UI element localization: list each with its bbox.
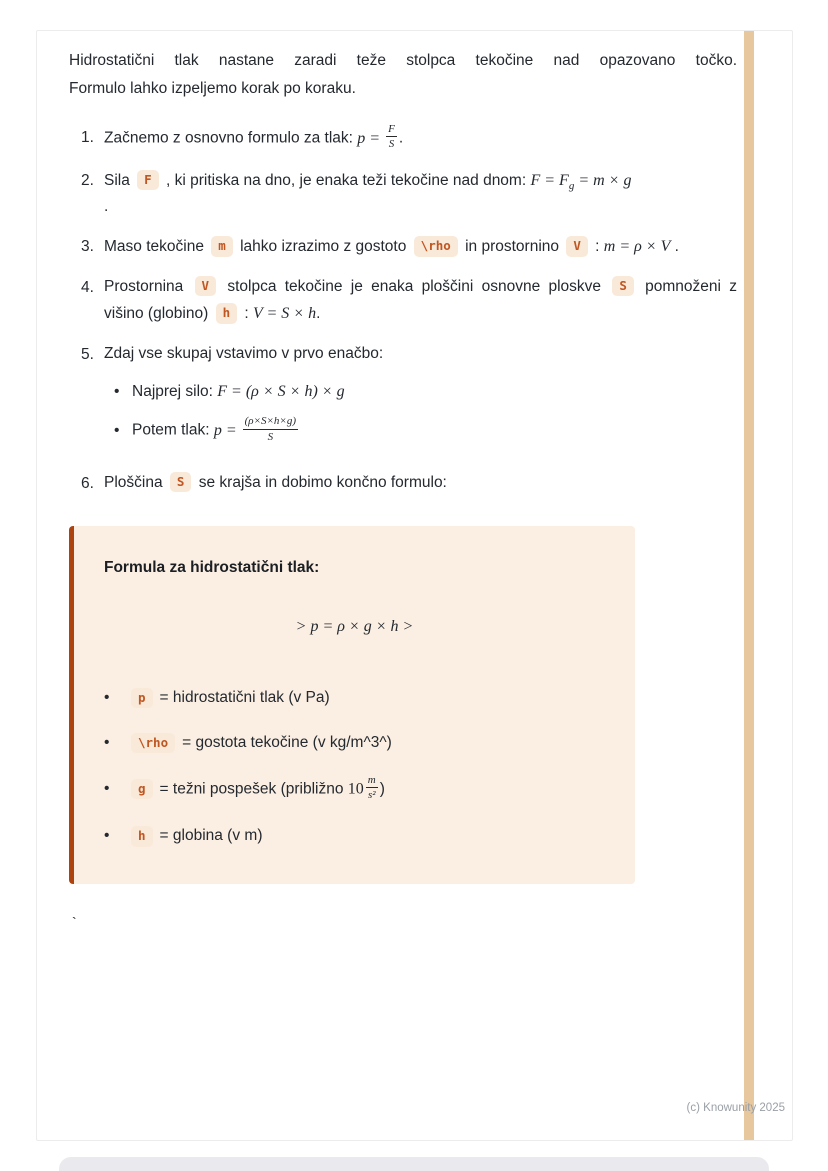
step-number: 5. xyxy=(81,345,94,363)
step-text: Zdaj vse skupaj vstavimo v prvo enačbo: xyxy=(104,344,384,362)
step-text: : xyxy=(590,238,604,256)
bullet-icon xyxy=(104,822,128,850)
step-text: Sila xyxy=(104,171,135,189)
fraction-denominator: S xyxy=(267,430,274,443)
callout-bullet-item xyxy=(104,729,605,757)
callout-item-text: = hidrostatični tlak (v Pa) xyxy=(159,688,330,706)
inline-code-badge: g xyxy=(131,779,153,799)
inline-code-badge: S xyxy=(612,276,634,296)
math-subscript: g xyxy=(568,179,575,192)
copyright-footer: (c) Knowunity 2025 xyxy=(686,1102,785,1114)
math-text: F = F xyxy=(530,171,569,189)
document-page xyxy=(36,30,793,1141)
inline-code-badge: \rho xyxy=(131,733,175,753)
step-number: 4. xyxy=(81,279,94,297)
step-text: Potem tlak: xyxy=(132,421,214,439)
step-item-2 xyxy=(81,167,737,221)
step-item-6 xyxy=(81,470,737,498)
callout-item-text: = globina (v m) xyxy=(159,827,263,845)
fraction xyxy=(386,122,397,152)
callout-title: Formula za hidrostatični tlak: xyxy=(104,558,320,576)
inline-code-badge: p xyxy=(131,688,153,708)
callout-bullet-list xyxy=(104,684,605,850)
inline-code-badge: h xyxy=(216,303,238,323)
callout-item-text xyxy=(160,775,385,805)
step-text: Najprej silo: xyxy=(132,383,218,401)
intro-line-2: Formulo lahko izpeljemo korak po koraku. xyxy=(69,79,356,97)
step-text: se krajša in dobimo končno formulo: xyxy=(194,473,447,491)
fraction xyxy=(366,773,378,803)
inline-code-badge: F xyxy=(137,170,159,190)
fraction-numerator: (ρ×S×h×g) xyxy=(243,414,298,429)
step-item-3 xyxy=(81,233,737,261)
step-body xyxy=(104,124,737,154)
inline-code-badge: V xyxy=(566,236,588,256)
callout-item-text-pre: = težni pospešek (približno xyxy=(159,780,348,798)
math-text: p = xyxy=(213,421,241,439)
step-text: , ki pritiska na dno, je enaka teži tekočine nad dnom: xyxy=(161,171,531,189)
math-inline: m = ρ × V xyxy=(603,238,671,256)
math-inline: F = (ρ × S × h) × g xyxy=(217,383,345,401)
step-text: lahko izrazimo z gostoto xyxy=(235,238,411,256)
bullet-icon xyxy=(104,775,128,803)
sub-bullet-list xyxy=(104,378,737,446)
formula-callout xyxy=(69,526,635,884)
step-number: 2. xyxy=(81,171,94,189)
step-text: : xyxy=(240,305,254,323)
formula-display: > p = ρ × g × h > xyxy=(295,618,414,636)
bullet-icon xyxy=(114,379,132,405)
sub-bullet-text xyxy=(132,378,345,405)
step-text: . xyxy=(104,198,109,216)
step-number: 3. xyxy=(81,238,94,256)
step-item-1 xyxy=(81,124,737,154)
math-number: 10 xyxy=(347,780,364,798)
step-body xyxy=(104,470,737,498)
step-text: in prostornino xyxy=(460,238,564,256)
callout-item-text-post: ) xyxy=(379,780,385,798)
step-text: . xyxy=(670,238,679,256)
math-inline xyxy=(530,171,632,192)
sub-bullet-text xyxy=(132,416,300,446)
math-inline xyxy=(357,123,399,151)
intro-paragraph xyxy=(69,47,737,102)
callout-bullet-item xyxy=(104,684,605,712)
inline-code-badge: \rho xyxy=(414,236,458,256)
step-text: Ploščina xyxy=(104,473,167,491)
bullet-icon xyxy=(114,418,132,444)
sub-bullet-item xyxy=(114,416,737,446)
step-item-5 xyxy=(81,341,737,457)
bullet-icon xyxy=(104,729,128,757)
bullet-icon xyxy=(104,684,128,712)
steps-list xyxy=(69,124,737,497)
callout-bullet-item xyxy=(104,822,605,850)
step-text: stolpca tekočine je enaka ploščini osnovne ploskve xyxy=(219,278,610,296)
next-page-edge xyxy=(59,1157,769,1171)
sub-bullet-item xyxy=(114,378,737,405)
page-edge-ribbon xyxy=(744,31,754,1140)
step-item-4 xyxy=(81,274,737,328)
step-text: pomnoženi z višino (globino) xyxy=(104,278,737,323)
inline-code-badge: h xyxy=(131,826,153,846)
page-content xyxy=(69,47,737,935)
inline-code-badge: S xyxy=(170,472,192,492)
fraction-numerator: m xyxy=(366,773,378,788)
fraction-denominator: s² xyxy=(367,789,376,802)
math-inline: V = S × h xyxy=(253,305,317,323)
math-inline xyxy=(364,773,380,802)
fraction-numerator: F xyxy=(386,122,397,137)
math-text: p = xyxy=(357,129,385,147)
step-text: . xyxy=(316,305,321,323)
intro-line-1: Hidrostatični tlak nastane zaradi teže stolpca tekočine nad opazovano točko. xyxy=(69,52,737,69)
step-body xyxy=(104,341,737,457)
stray-backtick: ` xyxy=(72,913,77,930)
step-text: . xyxy=(398,129,404,147)
step-text: Maso tekočine xyxy=(104,238,209,256)
step-number: 6. xyxy=(81,474,94,492)
step-text: Začnemo z osnovno formulo za tlak: xyxy=(104,129,358,147)
callout-bullet-item xyxy=(104,775,605,805)
step-text: Prostornina xyxy=(104,278,192,296)
step-body xyxy=(104,233,737,261)
step-number: 1. xyxy=(81,129,94,147)
fraction xyxy=(243,414,298,444)
fraction-denominator: S xyxy=(388,138,395,151)
step-body xyxy=(104,167,737,221)
callout-item-text: = gostota tekočine (v kg/m^3^) xyxy=(182,734,392,752)
inline-code-badge: m xyxy=(211,236,233,256)
math-text: = m × g xyxy=(574,171,632,189)
inline-code-badge: V xyxy=(195,276,217,296)
step-body xyxy=(104,274,737,328)
